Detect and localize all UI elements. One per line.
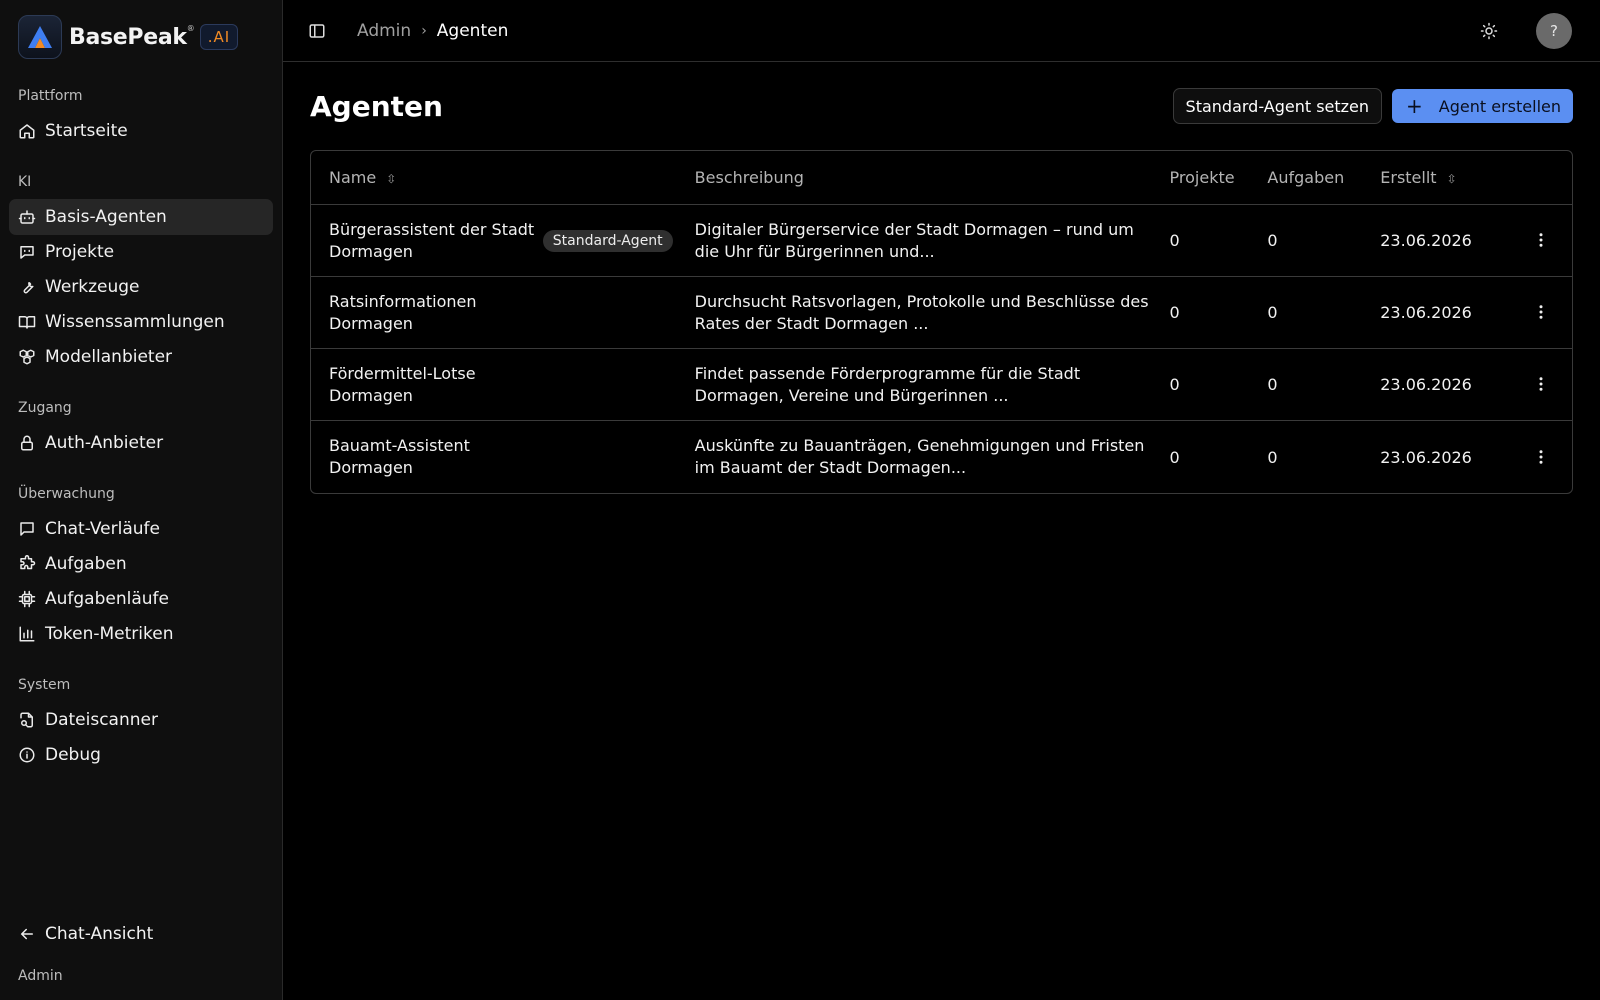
table-row[interactable]: [311, 205, 1572, 277]
cell-tasks: 0: [1267, 447, 1278, 467]
role-label: Admin: [18, 968, 63, 984]
more-vertical-icon[interactable]: [1529, 228, 1553, 252]
brand-tag: .AI: [200, 24, 238, 50]
sidebar-item-label: Projekte: [45, 242, 115, 262]
sidebar-item-token-metriken[interactable]: [9, 616, 273, 652]
status-badge: Standard-Agent: [543, 230, 673, 252]
sidebar-nav: [0, 86, 282, 773]
brand-name: BasePeak: [69, 24, 187, 50]
breadcrumb: [357, 21, 508, 41]
section-label-plattform: Plattform: [18, 88, 83, 104]
sidebar-item-label: Werkzeuge: [45, 277, 140, 297]
arrow-left-icon: [18, 925, 36, 943]
section-label-überwachung: Überwachung: [18, 486, 115, 502]
cell-projects: 0: [1170, 205, 1268, 277]
sidebar-item-label: Startseite: [45, 121, 128, 141]
sort-icon: ⇳: [1446, 171, 1457, 186]
agents-table: [310, 150, 1573, 494]
back-to-chat-label: Chat-Ansicht: [45, 924, 154, 944]
sidebar-item-label: Dateiscanner: [45, 710, 158, 730]
section-label-system: System: [18, 677, 71, 693]
topbar: [283, 0, 1600, 62]
breadcrumb-current: Agenten: [436, 20, 509, 41]
sidebar-item-werkzeuge[interactable]: [9, 269, 273, 305]
sidebar-item-label: Wissenssammlungen: [45, 312, 225, 332]
cell-projects: 0: [1170, 349, 1268, 421]
wrench-icon: [18, 278, 36, 296]
sidebar-item-projekte[interactable]: [9, 234, 273, 270]
agent-name: Bürgerassistent der Stadt Dormagen: [329, 219, 535, 261]
chat-bot-icon: [18, 243, 36, 261]
more-vertical-icon[interactable]: [1529, 372, 1553, 396]
create-agent-label: Agent erstellen: [1438, 96, 1561, 116]
agent-name: Ratsinformationen Dormagen: [329, 291, 477, 333]
header-name[interactable]: [311, 151, 695, 205]
set-default-agent-button[interactable]: Standard-Agent setzen: [1173, 88, 1383, 124]
puzzle-icon: [18, 555, 36, 573]
cell-name: [311, 277, 695, 349]
cell-actions: [1510, 421, 1572, 493]
cell-description: [695, 205, 1170, 277]
cell-tasks: 0: [1267, 349, 1380, 421]
header-created[interactable]: [1380, 151, 1510, 205]
logo-icon: [18, 15, 62, 59]
sidebar-item-startseite[interactable]: [9, 113, 273, 149]
sidebar-item-auth-anbieter[interactable]: [9, 425, 273, 461]
sidebar-item-basis-agenten[interactable]: [9, 199, 273, 235]
agent-description: Auskünfte zu Bauanträgen, Genehmigungen und Fristen im Bauamt der Stadt Dormagen...: [694, 436, 1145, 477]
header-created-label: Erstellt: [1380, 168, 1437, 187]
sun-icon[interactable]: [1478, 20, 1500, 42]
section-label-ki: KI: [18, 174, 32, 190]
create-agent-button[interactable]: [1392, 89, 1573, 123]
header-name-label: Name: [329, 168, 377, 187]
sidebar-item-aufgaben[interactable]: [9, 546, 273, 582]
cell-created: 23.06.2026: [1380, 349, 1510, 421]
sidebar-item-label: Basis-Agenten: [45, 207, 167, 227]
breadcrumb-admin[interactable]: Admin: [357, 20, 412, 41]
boxes-icon: [18, 348, 36, 366]
home-icon: [18, 122, 36, 140]
chevron-right-icon: ›: [421, 22, 427, 39]
more-vertical-icon[interactable]: [1529, 445, 1553, 469]
file-scan-icon: [18, 711, 36, 729]
cell-created: 23.06.2026: [1380, 447, 1472, 467]
cell-projects: 0: [1169, 447, 1180, 467]
plus-icon: +: [1406, 94, 1423, 118]
message-icon: [18, 520, 36, 538]
sidebar-item-debug[interactable]: [9, 737, 273, 773]
bot-icon: [18, 208, 36, 226]
more-vertical-icon[interactable]: [1529, 300, 1553, 324]
sidebar-item-chat-verläufe[interactable]: [9, 511, 273, 547]
brand-logo[interactable]: [0, 0, 282, 74]
book-icon: [18, 313, 36, 331]
header-tasks: Aufgaben: [1267, 151, 1380, 205]
back-to-chat-link[interactable]: [9, 916, 273, 952]
cell-actions: [1510, 277, 1572, 349]
sort-icon: ⇳: [386, 171, 397, 186]
table-row[interactable]: [311, 277, 1572, 349]
sidebar-item-label: Chat-Verläufe: [45, 519, 160, 539]
table-row[interactable]: [311, 421, 1572, 493]
cell-created: 23.06.2026: [1380, 277, 1510, 349]
lock-icon: [18, 434, 36, 452]
cell-description: [695, 277, 1170, 349]
sidebar-item-label: Aufgabenläufe: [45, 589, 169, 609]
agent-description: Digitaler Bürgerservice der Stadt Dormagen – rund um die Uhr für Bürgerinnen und...: [694, 219, 1134, 261]
header-actions: [1510, 151, 1572, 205]
sidebar-item-wissenssammlungen[interactable]: [9, 304, 273, 340]
sidebar-item-aufgabenläufe[interactable]: [9, 581, 273, 617]
sidebar: [0, 0, 283, 1000]
header-description: Beschreibung: [695, 151, 1170, 205]
sidebar-item-dateiscanner[interactable]: [9, 702, 273, 738]
cell-name: [311, 349, 695, 421]
avatar[interactable]: ?: [1536, 13, 1572, 49]
cpu-icon: [18, 590, 36, 608]
main-area: [283, 0, 1600, 1000]
agent-name: Fördermittel-Lotse Dormagen: [329, 363, 476, 405]
info-icon: [18, 746, 36, 764]
bar-chart-icon: [18, 625, 36, 643]
cell-name: [311, 421, 695, 493]
agent-description: Durchsucht Ratsvorlagen, Protokolle und Beschlüsse des Rates der Stadt Dormagen ...: [694, 291, 1149, 333]
cell-tasks: 0: [1267, 205, 1380, 277]
table-row[interactable]: [311, 349, 1572, 421]
page-title: Agenten: [310, 89, 443, 123]
cell-projects: 0: [1170, 277, 1268, 349]
header-projects: Projekte: [1170, 151, 1268, 205]
agent-name: Bauamt-Assistent Dormagen: [329, 436, 470, 477]
sidebar-item-label: Aufgaben: [45, 554, 127, 574]
sidebar-item-label: Modellanbieter: [45, 347, 173, 367]
cell-description: [695, 349, 1170, 421]
section-label-zugang: Zugang: [18, 400, 72, 416]
sidebar-toggle-icon[interactable]: [305, 19, 329, 43]
sidebar-item-label: Auth-Anbieter: [45, 433, 164, 453]
cell-actions: [1510, 349, 1572, 421]
sidebar-item-label: Debug: [45, 745, 101, 765]
brand-mark: ®: [186, 24, 195, 33]
cell-actions: [1510, 205, 1572, 277]
cell-name: [311, 205, 695, 277]
cell-description: [695, 421, 1170, 493]
sidebar-item-modellanbieter[interactable]: [9, 339, 273, 375]
cell-created: 23.06.2026: [1380, 205, 1510, 277]
cell-tasks: 0: [1267, 277, 1380, 349]
sidebar-item-label: Token-Metriken: [45, 624, 174, 644]
agent-description: Findet passende Förderprogramme für die Stadt Dormagen, Vereine und Bürgerinnen ...: [694, 363, 1081, 405]
